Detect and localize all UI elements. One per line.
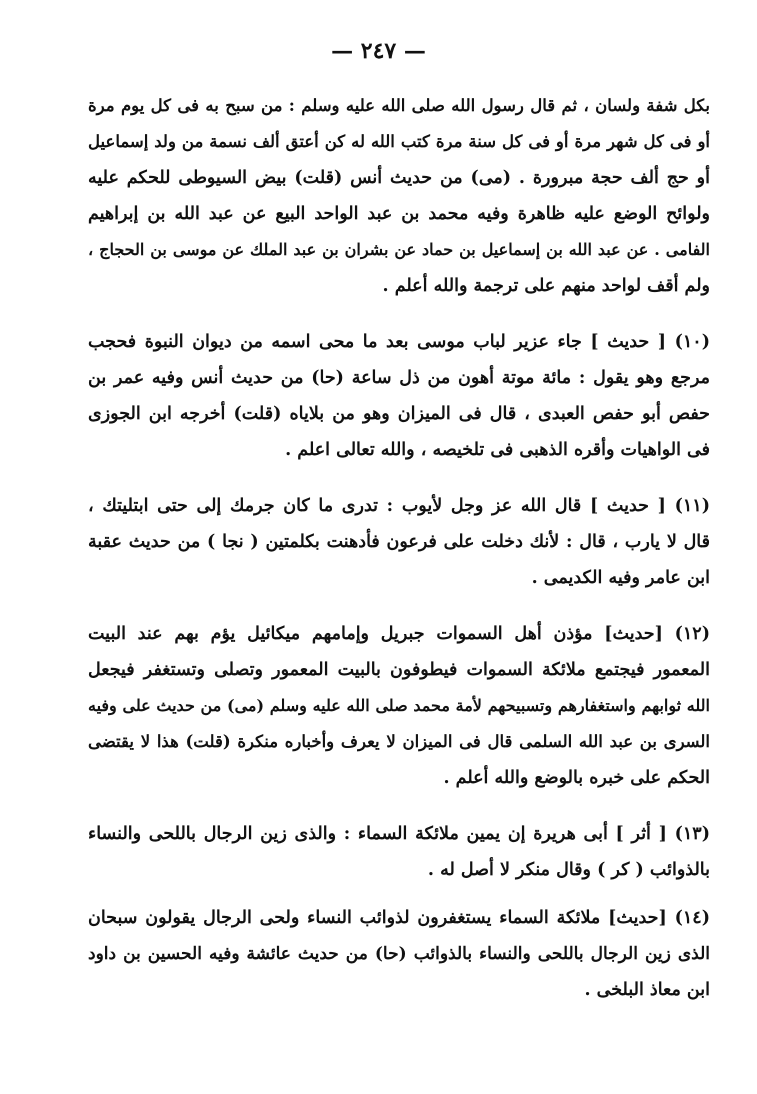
text-line: أو حج ألف حجة مبرورة . (مى) من حديث أنس (قلت) بيض السيوطى للحكم عليه (88, 168, 710, 188)
paragraph-gap (88, 888, 710, 900)
paragraph-continuation (88, 88, 710, 304)
text-line: (١٠) [ حديث ] جاء عزير لباب موسى بعد ما محى اسمه من ديوان النبوة فحجب (88, 332, 710, 352)
text-line: أو فى كل شهر مرة أو فى كل سنة مرة كتب الله له كن أعتق ألف نسمة من ولد إسماعيل (88, 132, 710, 151)
text-line: بالذوائب ( كر ) وقال منكر لا أصل له . (427, 860, 710, 880)
text-line: مرجع وهو يقول : مائة موتة أهون من ذل ساعة (حا) من حديث أنس وفيه عمر بن (88, 368, 710, 388)
paragraph-gap (88, 796, 710, 816)
paragraph-entry-11 (88, 488, 710, 596)
paragraph-entry-14 (88, 900, 710, 1008)
paragraph-gap (88, 596, 710, 616)
text-line: الفامى . عن عبد الله بن إسماعيل بن حماد عن بشران بن عبد الملك عن موسى بن الحجاج ، (88, 240, 710, 259)
paragraph-gap (88, 304, 710, 324)
paragraph-entry-13 (88, 816, 710, 888)
text-line: فى الواهيات وأقره الذهبى فى تلخيصه ، والله تعالى اعلم . (285, 440, 710, 460)
text-line: ابن عامر وفيه الكديمى . (531, 568, 710, 588)
text-line: (١٢) [حديث] مؤذن أهل السموات جبريل وإمامهم ميكائيل يؤم بهم عند البيت (88, 624, 710, 644)
text-line: ابن معاذ البلخى . (584, 980, 710, 1000)
text-line: (١٤) [حديث] ملائكة السماء يستغفرون لذوائب النساء ولحى الرجال يقولون سبحان (88, 908, 710, 928)
text-line: ولوائح الوضع عليه ظاهرة وفيه محمد بن عبد الواحد البيع عن عبد الله بن إبراهيم (88, 204, 710, 224)
text-line: حفص أبو حفص العبدى ، قال فى الميزان وهو من بلاياه (قلت) أخرجه ابن الجوزى (88, 404, 710, 424)
text-line: ولم أقف لواحد منهم على ترجمة والله أعلم . (382, 276, 710, 296)
paragraph-gap (88, 468, 710, 488)
paragraph-entry-10 (88, 324, 710, 468)
text-line: (١٣) [ أثر ] أبى هريرة إن يمين ملائكة السماء : والذى زين الرجال باللحى والنساء (88, 824, 710, 844)
text-line: السرى بن عبد الله السلمى قال فى الميزان لا يعرف وأخباره منكرة (قلت) هذا لا يقتضى (88, 732, 710, 751)
text-line: قال لا يارب ، قال : لأنك دخلت على فرعون فأدهنت بكلمتين ( نجا ) من حديث عقبة (88, 532, 710, 552)
text-line: الحكم على خبره بالوضع والله أعلم . (443, 768, 710, 788)
page-body (88, 88, 710, 1008)
text-line: بكل شفة ولسان ، ثم قال رسول الله صلى الله عليه وسلم : من سبح به فى كل يوم مرة (88, 96, 710, 115)
paragraph-entry-12 (88, 616, 710, 796)
text-line: (١١) [ حديث ] قال الله عز وجل لأيوب : تدرى ما كان جرمك إلى حتى ابتليتك ، (88, 496, 710, 516)
text-line: الله ثوابهم واستغفارهم وتسبيحهم لأمة محمد صلى الله عليه وسلم (مى) من حديث على وفيه (88, 696, 710, 715)
text-line: المعمور فيجتمع ملائكة السموات فيطوفون بالبيت المعمور وتصلى وتستغفر فيجعل (88, 660, 710, 680)
page-number: — ٢٤٧ — (331, 38, 426, 64)
text-line: الذى زين الرجال باللحى والنساء بالذوائب (حا) من حديث عائشة وفيه الحسين بن داود (88, 944, 710, 964)
